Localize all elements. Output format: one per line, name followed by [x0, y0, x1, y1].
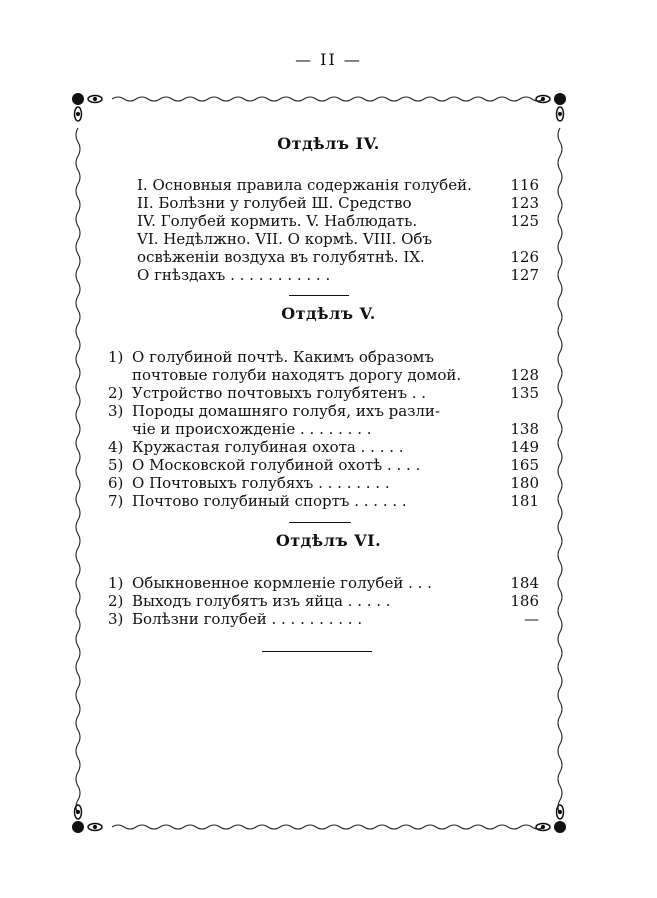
toc-row: I. Основныя правила содержанія голубей. 116	[137, 176, 539, 194]
section-heading: Отдѣлъ V.	[281, 304, 376, 323]
page-number: — II —	[295, 50, 362, 69]
toc-row: 3) Породы домашняго голубя, ихъ разли-	[108, 402, 440, 420]
toc-row: 7) Почтово голубиный спортъ . . . . . . 181	[108, 492, 539, 510]
toc-row: 1) Обыкновенное кормленіе голубей . . . 184	[108, 574, 539, 592]
toc-row: О гнѣздахъ . . . . . . . . . . . 127	[137, 266, 539, 284]
corner-ornament-top-left	[73, 94, 103, 122]
closing-rule	[262, 651, 372, 652]
toc-row: VI. Недѣлжно. VII. О кормѣ. VIII. Объ	[137, 230, 432, 248]
corner-ornament-bottom-left	[73, 805, 103, 833]
border-top-line	[112, 97, 544, 101]
border-left-line	[76, 128, 80, 814]
section-divider	[289, 295, 349, 296]
toc-row: 5) О Московской голубиной охотѣ . . . . 165	[108, 456, 539, 474]
section-divider	[289, 522, 351, 523]
section-heading: Отдѣлъ VI.	[275, 531, 382, 550]
toc-row: почтовые голуби находятъ дорогу домой. 128	[132, 366, 539, 384]
border-bottom-line	[112, 825, 544, 829]
section-heading: Отдѣлъ IV.	[277, 134, 380, 153]
border-right-line	[558, 128, 562, 814]
toc-row: 6) О Почтовыхъ голубяхъ . . . . . . . . 180	[108, 474, 539, 492]
toc-row: 2) Устройство почтовыхъ голубятенъ . . 135	[108, 384, 539, 402]
toc-row: 3) Болѣзни голубей . . . . . . . . . . —	[108, 610, 539, 628]
toc-row: освѣженіи воздуха въ голубятнѣ. IX. 126	[137, 248, 539, 266]
toc-row: 4) Кружастая голубиная охота . . . . . 149	[108, 438, 539, 456]
toc-row: 1) О голубиной почтѣ. Какимъ образомъ	[108, 348, 434, 366]
toc-row: II. Болѣзни у голубей Ш. Средство 123	[137, 194, 539, 212]
toc-row: 2) Выходъ голубятъ изъ яйца . . . . . 186	[108, 592, 539, 610]
toc-row: чіе и происхожденіе . . . . . . . . 138	[132, 420, 539, 438]
corner-ornament-top-right	[536, 94, 566, 122]
toc-row: IV. Голубей кормить. V. Наблюдать. 125	[137, 212, 539, 230]
